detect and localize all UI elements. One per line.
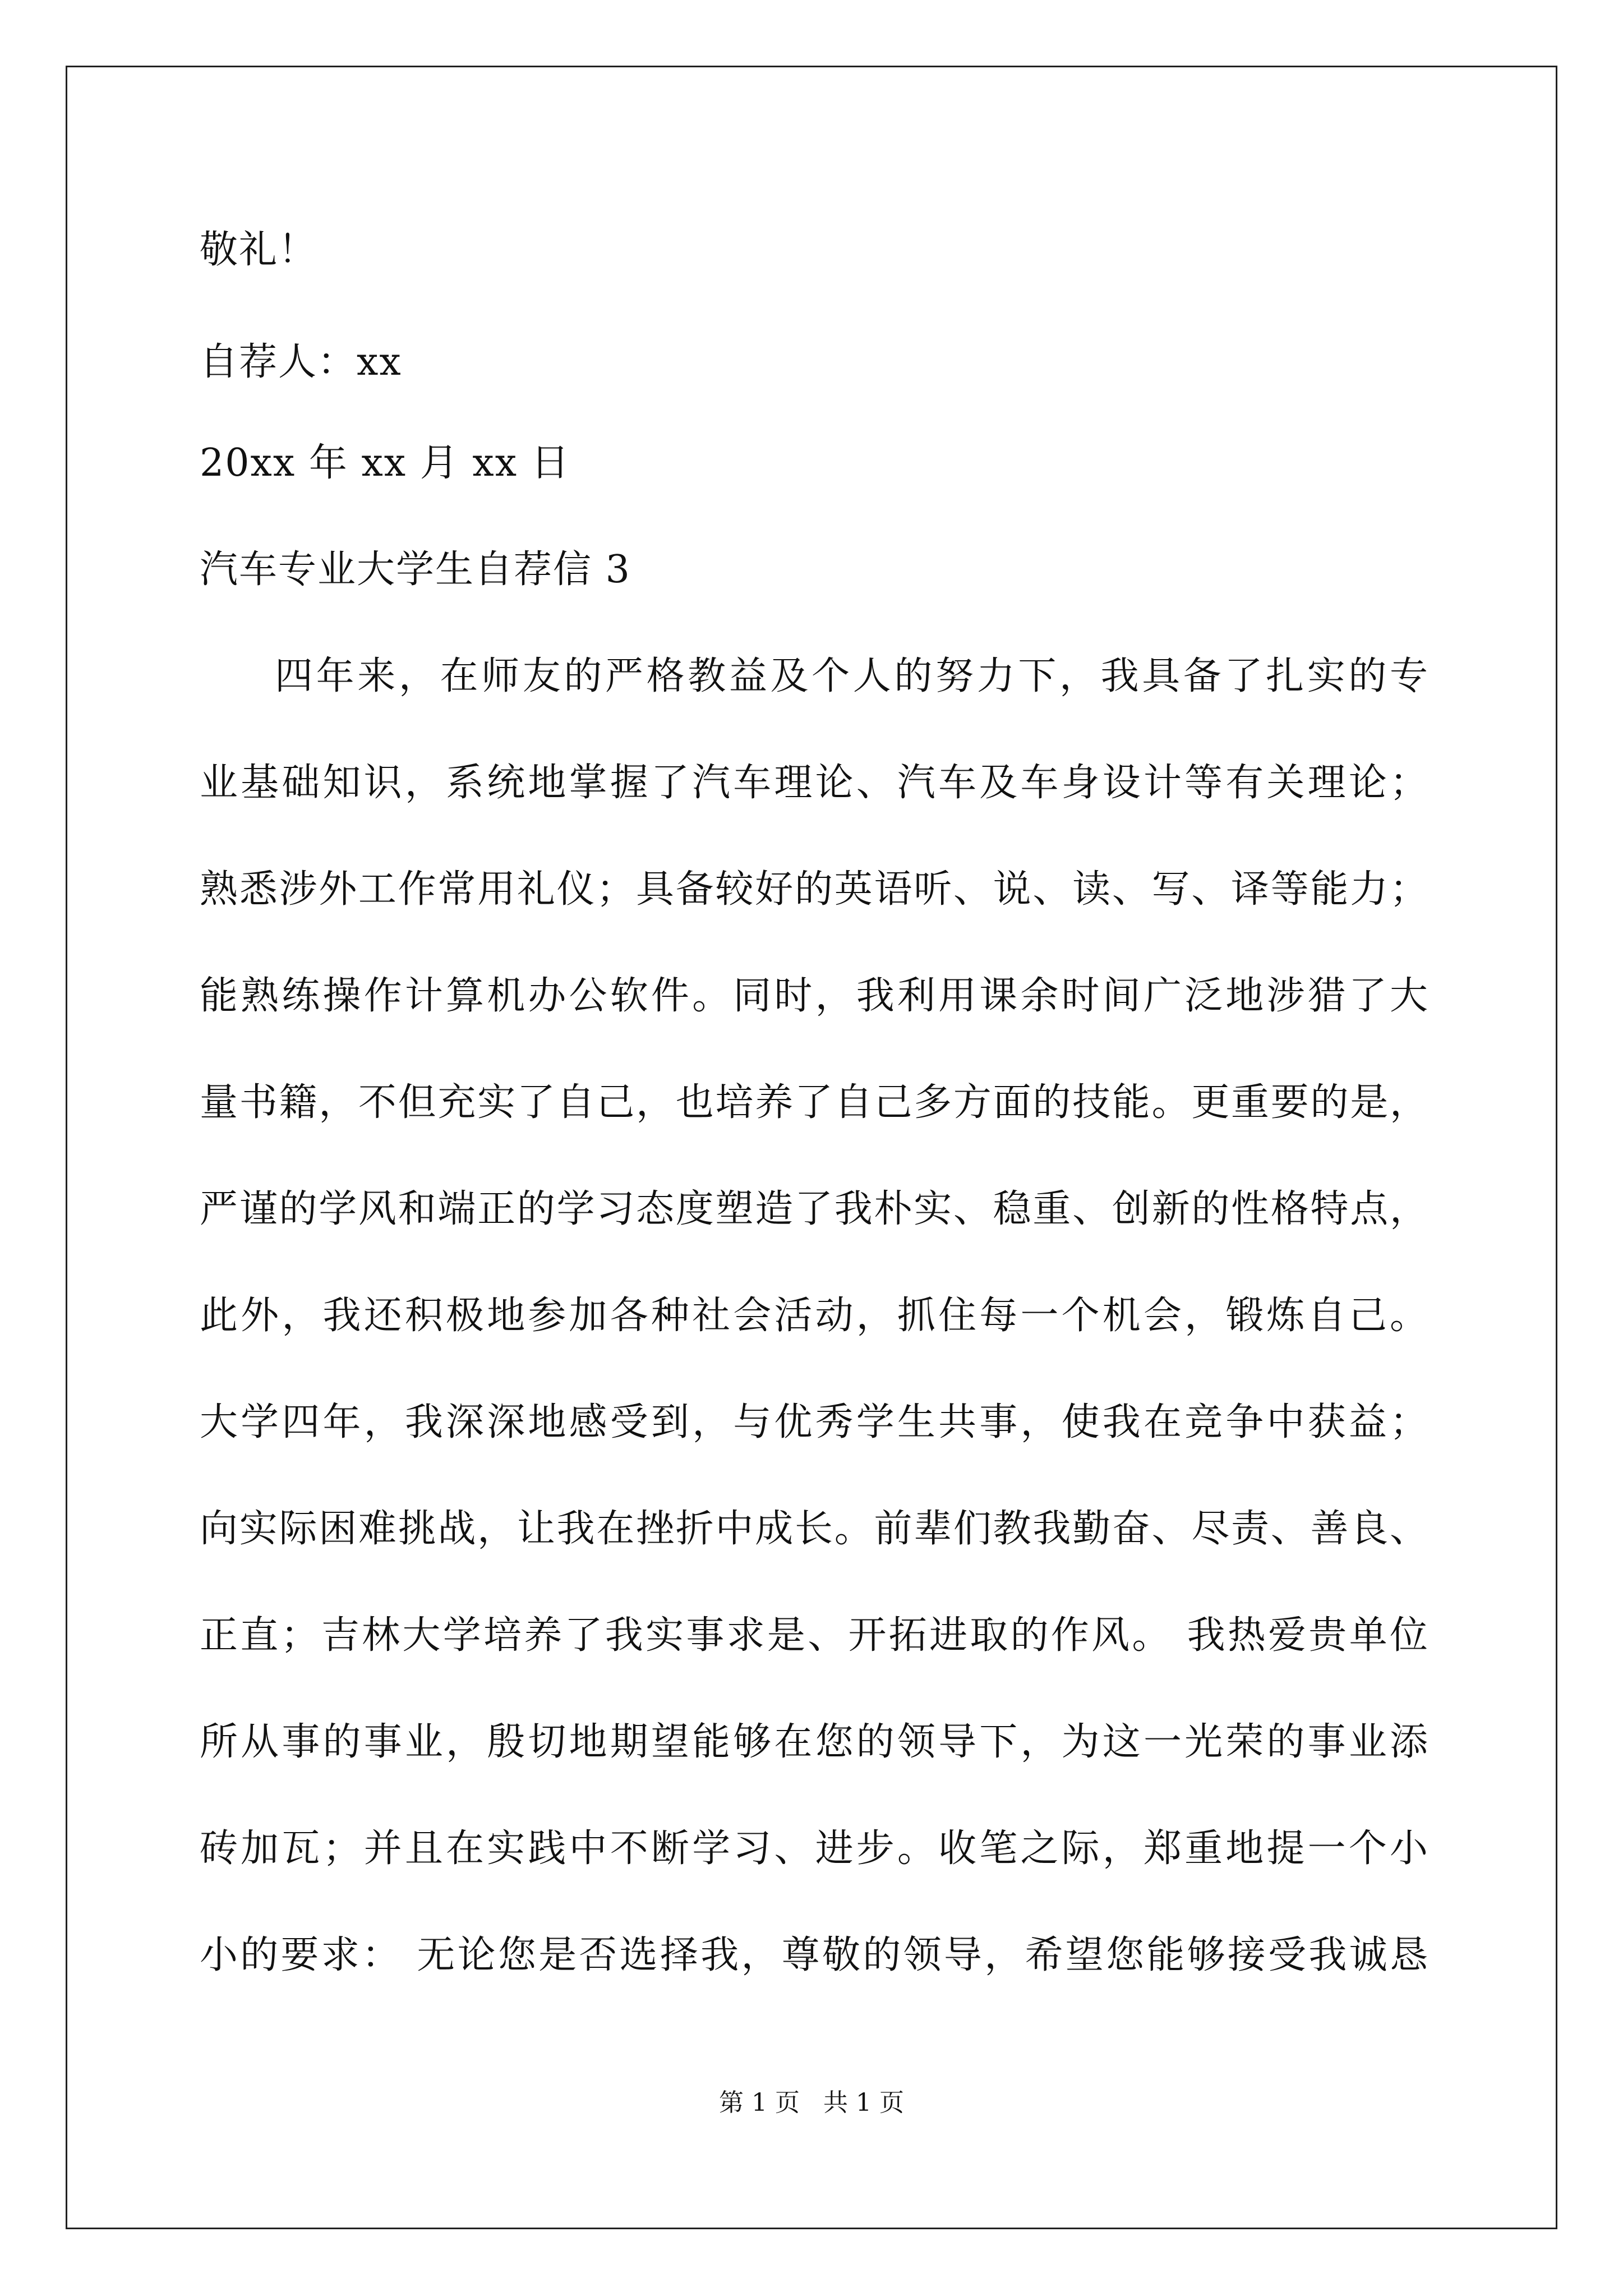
page-border bbox=[66, 66, 1557, 2229]
letter-closing: 敬礼！ bbox=[200, 228, 318, 272]
paragraph-line: 正直；吉林大学培养了我实事求是、开拓进取的作风。 我热爱贵单位 bbox=[200, 1613, 1428, 1658]
letter-signature: 自荐人：xx bbox=[200, 340, 402, 384]
page-footer: 第 1 页 共 1 页 bbox=[719, 2088, 904, 2117]
paragraph-line: 大学四年，我深深地感受到，与优秀学生共事，使我在竞争中获益； bbox=[200, 1400, 1428, 1444]
paragraph-line: 四年来，在师友的严格教益及个人的努力下，我具备了扎实的专 bbox=[275, 654, 1428, 698]
paragraph-line: 严谨的学风和端正的学习态度塑造了我朴实、稳重、创新的性格特点， bbox=[200, 1187, 1428, 1231]
paragraph-line: 所从事的事业，殷切地期望能够在您的领导下，为这一光荣的事业添 bbox=[200, 1720, 1428, 1764]
paragraph-line: 能熟练操作计算机办公软件。同时，我利用课余时间广泛地涉猎了大 bbox=[200, 974, 1428, 1018]
paragraph-line: 此外，我还积极地参加各种社会活动，抓住每一个机会，锻炼自己。 bbox=[200, 1294, 1428, 1338]
paragraph-line: 量书籍，不但充实了自己，也培养了自己多方面的技能。更重要的是， bbox=[200, 1080, 1428, 1125]
paragraph-line: 向实际困难挑战，让我在挫折中成长。前辈们教我勤奋、尽责、善良、 bbox=[200, 1507, 1428, 1551]
section-title: 汽车专业大学生自荐信 3 bbox=[200, 547, 631, 592]
paragraph-line: 砖加瓦；并且在实践中不断学习、进步。收笔之际，郑重地提一个小 bbox=[200, 1826, 1428, 1871]
paragraph-line: 熟悉涉外工作常用礼仪；具备较好的英语听、说、读、写、译等能力； bbox=[200, 867, 1428, 912]
paragraph-line: 业基础知识，系统地掌握了汽车理论、汽车及车身设计等有关理论； bbox=[200, 761, 1428, 805]
letter-date: 20xx 年 xx 月 xx 日 bbox=[200, 441, 570, 485]
paragraph-line: 小的要求： 无论您是否选择我，尊敬的领导，希望您能够接受我诚恳 bbox=[200, 1933, 1428, 1977]
